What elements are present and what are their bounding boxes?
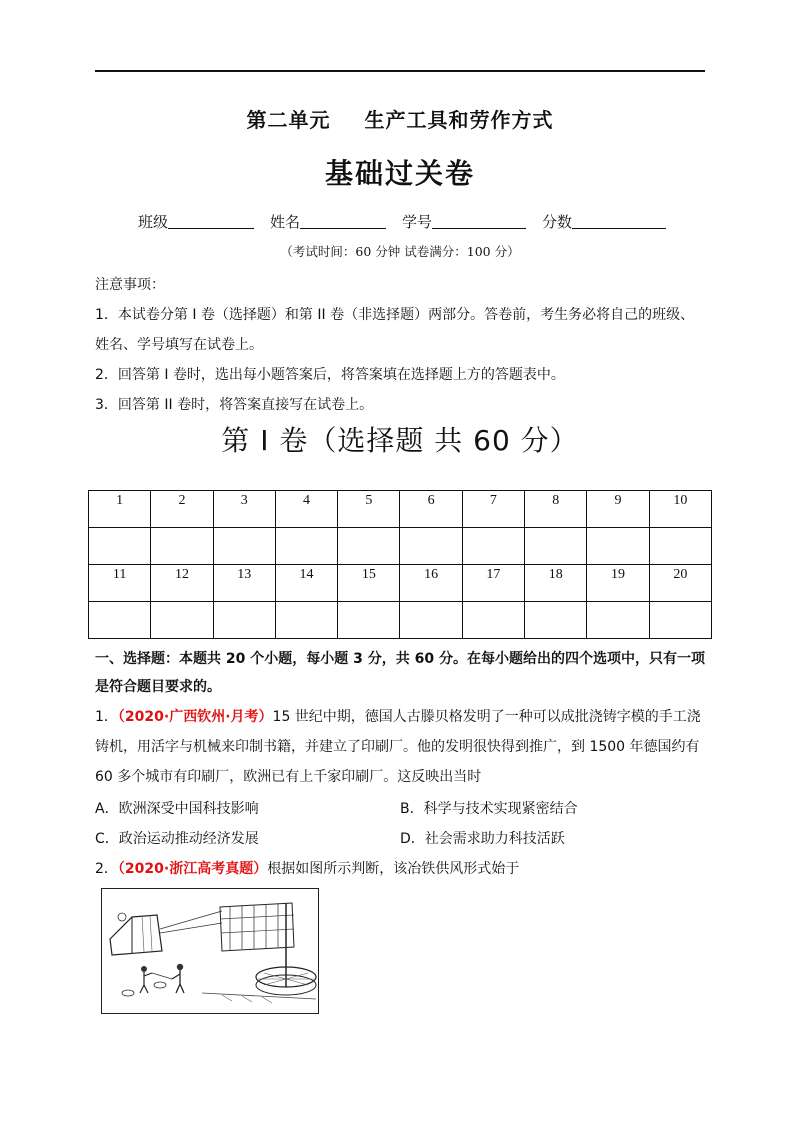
id-blank[interactable] [432, 213, 526, 229]
answer-cell[interactable] [151, 528, 213, 565]
answer-cell[interactable] [151, 602, 213, 639]
section-instruction: 一、选择题：本题共 20 个小题，每小题 3 分，共 60 分。在每小题给出的四个选项中，只有一项是符合题目要求的。 [95, 651, 705, 695]
ironworks-illustration [101, 888, 319, 1014]
answer-number-row [89, 565, 712, 602]
answer-number: 10 [649, 491, 711, 528]
notes-heading: 注意事项： [95, 277, 165, 293]
section-title: 第 I 卷（选择题 共 60 分） [221, 424, 579, 457]
note-item: 1．本试卷分第 I 卷（选择题）和第 II 卷（非选择题）两部分。答卷前，考生务必将自己的班级、姓名、学号填写在试卷上。 [95, 307, 695, 353]
unit-title [0, 104, 800, 133]
score-blank[interactable] [572, 213, 666, 229]
answer-cell[interactable] [462, 602, 524, 639]
option-c[interactable]: C．政治运动推动经济发展 [95, 831, 259, 847]
name-blank[interactable] [300, 213, 386, 229]
student-info-line [138, 211, 678, 232]
bellows-drawing-icon [102, 889, 318, 1013]
answer-number: 4 [275, 491, 337, 528]
answer-cell[interactable] [525, 602, 587, 639]
score-label: 分数 [542, 213, 573, 231]
question-1 [95, 702, 705, 792]
answer-cell[interactable] [587, 528, 649, 565]
answer-number: 3 [213, 491, 275, 528]
question-number: 2． [95, 861, 118, 877]
answer-number: 19 [587, 565, 649, 602]
note-item: 3．回答第 II 卷时，将答案直接写在试卷上。 [95, 397, 374, 413]
question-stem: 15 世纪中期，德国人古滕贝格发明了一种可以成批浇铸字模的手工浇铸机，用活字与机械来印制书籍，并建立了印刷厂。他的发明很快得到推广，到 1500 年德国约有 60 多个城市有印刷厂，欧洲已有上千家印刷厂。这反映出当时 [95, 709, 701, 785]
answer-cell[interactable] [89, 602, 151, 639]
answer-cell[interactable] [338, 602, 400, 639]
answer-number: 14 [275, 565, 337, 602]
question-source: （2020·浙江高考真题） [117, 861, 268, 877]
answer-cell[interactable] [400, 528, 462, 565]
answer-number: 2 [151, 491, 213, 528]
answer-number: 1 [89, 491, 151, 528]
answer-cell[interactable] [400, 602, 462, 639]
question-number: 1． [95, 709, 118, 725]
class-blank[interactable] [168, 213, 254, 229]
answer-cell[interactable] [587, 602, 649, 639]
answer-cell[interactable] [213, 528, 275, 565]
page-title: 基础过关卷 [324, 157, 475, 190]
unit-topic: 生产工具和劳作方式 [364, 108, 554, 132]
answer-number: 18 [525, 565, 587, 602]
answer-cell[interactable] [525, 528, 587, 565]
answer-cell[interactable] [338, 528, 400, 565]
class-label: 班级 [138, 213, 169, 231]
answer-blank-row [89, 528, 712, 565]
answer-cell[interactable] [213, 602, 275, 639]
answer-number: 7 [462, 491, 524, 528]
option-b[interactable]: B．科学与技术实现紧密结合 [400, 801, 578, 817]
answer-number: 12 [151, 565, 213, 602]
answer-cell[interactable] [89, 528, 151, 565]
option-a[interactable]: A．欧洲深受中国科技影响 [95, 801, 259, 817]
answer-number: 11 [89, 565, 151, 602]
name-label: 姓名 [270, 213, 301, 231]
answer-number: 5 [338, 491, 400, 528]
note-item: 2．回答第 I 卷时，选出每小题答案后，将答案填在选择题上方的答题表中。 [95, 367, 565, 383]
question-source: （2020·广西钦州·月考） [117, 709, 273, 725]
answer-cell[interactable] [649, 528, 711, 565]
answer-cell[interactable] [462, 528, 524, 565]
answer-table [88, 490, 712, 639]
answer-number-row [89, 491, 712, 528]
question-1-options [95, 794, 705, 854]
option-d[interactable]: D．社会需求助力科技活跃 [400, 831, 565, 847]
answer-cell[interactable] [275, 528, 337, 565]
answer-number: 20 [649, 565, 711, 602]
unit-label: 第二单元 [246, 108, 331, 132]
question-2 [95, 854, 705, 884]
notes [95, 270, 705, 420]
answer-cell[interactable] [275, 602, 337, 639]
answer-number: 13 [213, 565, 275, 602]
answer-blank-row [89, 602, 712, 639]
id-label: 学号 [402, 213, 433, 231]
answer-number: 15 [338, 565, 400, 602]
answer-cell[interactable] [649, 602, 711, 639]
exam-time: （考试时间：60 分钟 试卷满分：100 分） [280, 244, 520, 259]
answer-number: 6 [400, 491, 462, 528]
answer-number: 9 [587, 491, 649, 528]
answer-number: 8 [525, 491, 587, 528]
top-rule [95, 70, 705, 72]
answer-number: 16 [400, 565, 462, 602]
question-stem: 根据如图所示判断，该冶铁供风形式始于 [267, 861, 520, 877]
answer-number: 17 [462, 565, 524, 602]
